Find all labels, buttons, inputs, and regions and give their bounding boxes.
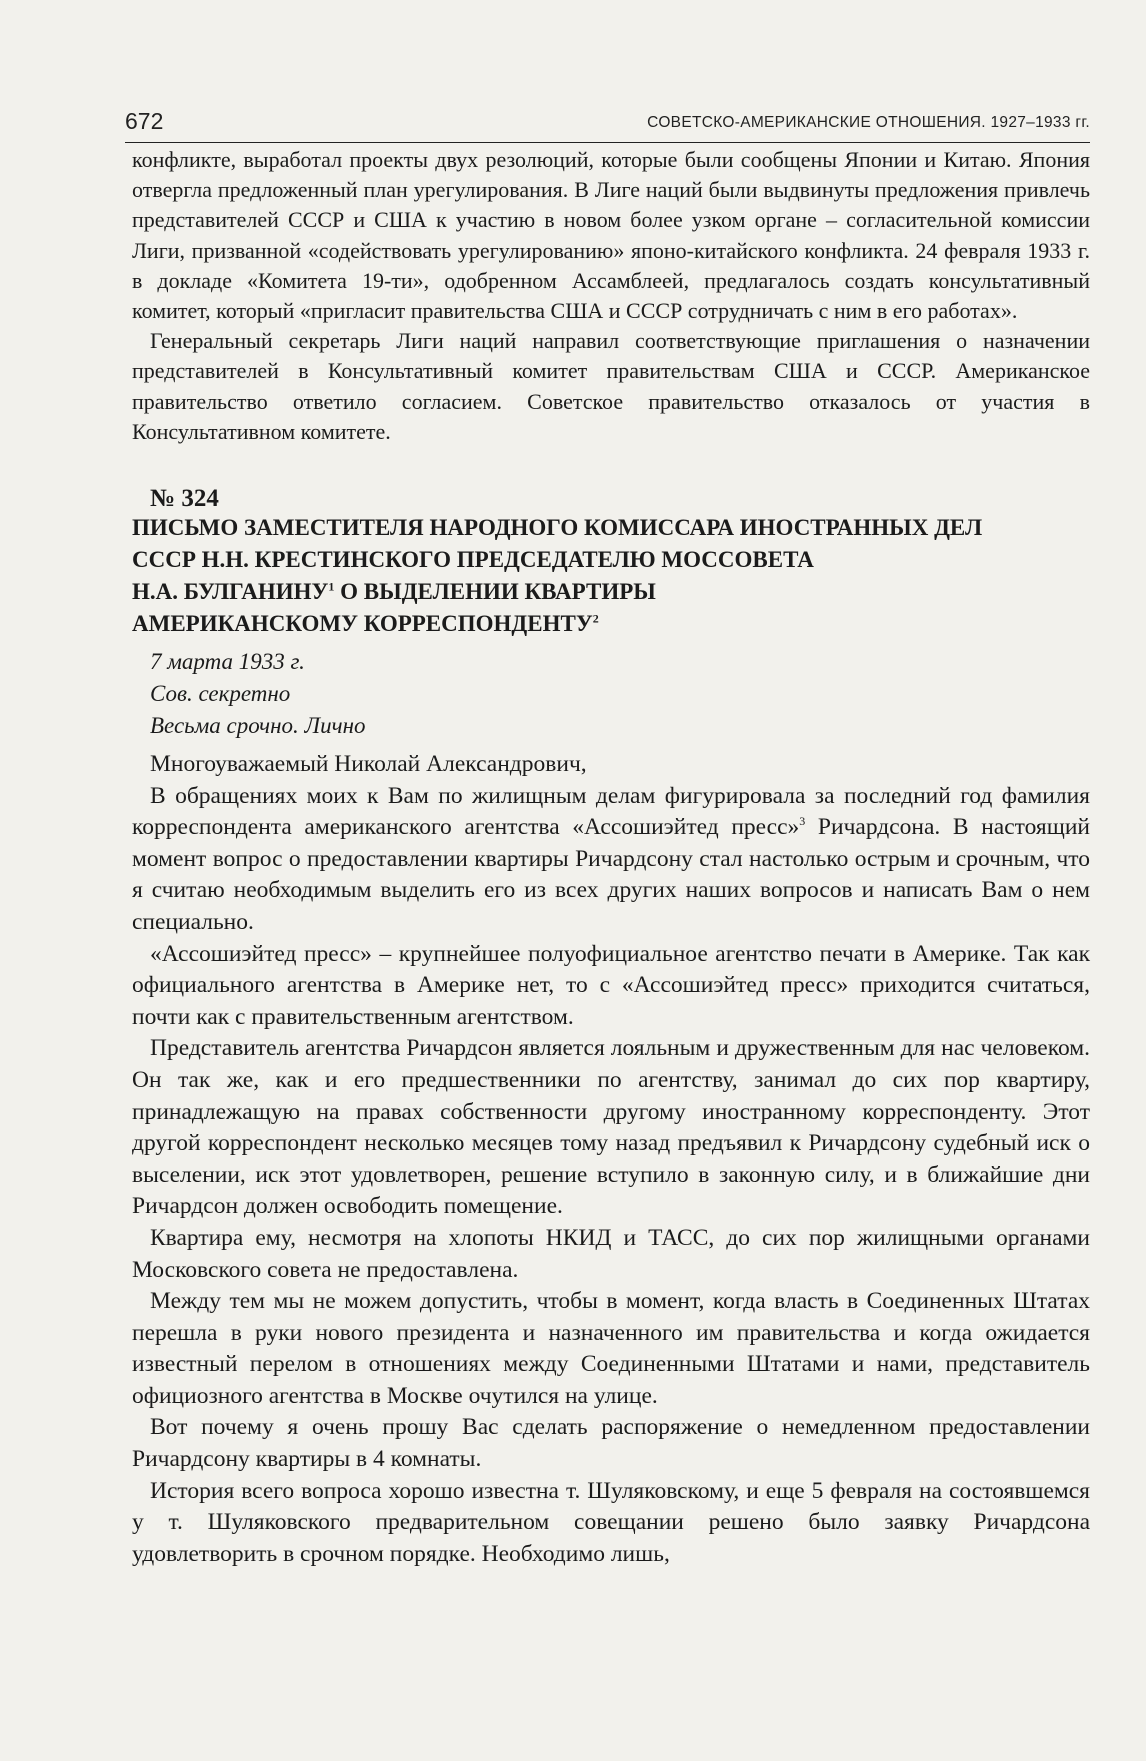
document-title-line: ПИСЬМО ЗАМЕСТИТЕЛЯ НАРОДНОГО КОМИССАРА ИНОСТРАННЫХ ДЕЛ — [132, 515, 983, 540]
urgency: Весьма срочно. Лично — [150, 713, 366, 738]
letter-paragraph: Квартира ему, несмотря на хлопоты НКИД и ТАСС, до сих пор жилищными органами Московского совета не предоставлена. — [132, 1224, 1090, 1283]
footnote-mark: 3 — [799, 814, 806, 829]
intro-paragraph: Генеральный секретарь Лиги наций направил соответствующие приглашения о назначении представителей в Консультативный комитет правительствам США и СССР. Американское правительство ответило согласием. Советское правительство отказалось от участия в Консультативном комитете. — [132, 328, 1090, 444]
page-header — [125, 108, 1090, 143]
document-title-line — [132, 608, 1090, 640]
page-number: 672 — [125, 108, 164, 134]
letter-paragraph: «Ассошиэйтед пресс» – крупнейшее полуофициальное агентство печати в Америке. Так как официального агентства в Америке нет, то с «Ассошиэйтед пресс» приходится считаться, почти как с правительственным агентством. — [132, 940, 1090, 1030]
document-meta — [150, 646, 366, 742]
document-title — [132, 512, 1090, 640]
document-date: 7 марта 1933 г. — [150, 649, 305, 674]
salutation: Многоуважаемый Николай Александрович, — [150, 751, 587, 777]
document-title-line — [132, 576, 1090, 608]
letter-paragraph: История всего вопроса хорошо известна т. Шуляковскому, и еще 5 февраля на состоявшемся у т. Шуляковского предварительном совещании решено было заявку Ричардсона удовлетворить в срочном порядке. Необходимо лишь, — [132, 1477, 1090, 1567]
letter-body — [132, 749, 1090, 1570]
document-number: № 324 — [150, 485, 219, 512]
letter-paragraph: Между тем мы не можем допустить, чтобы в момент, когда власть в Соединенных Штатах перешла в руки нового президента и назначенного им правительства и когда ожидается известный перелом в отношениях между Соединенными Штатами и нами, представитель официозного агентства в Москве очутился на улице. — [132, 1288, 1090, 1409]
running-title: СОВЕТСКО-АМЕРИКАНСКИЕ ОТНОШЕНИЯ. 1927–1933 гг. — [647, 114, 1090, 131]
title-fragment: АМЕРИКАНСКОМУ КОРРЕСПОНДЕНТУ — [132, 611, 593, 636]
letter-paragraph: Вот почему я очень прошу Вас сделать распоряжение о немедленном предоставлении Ричардсону квартиры в 4 комнаты. — [132, 1414, 1090, 1473]
title-fragment: Н.А. БУЛГАНИНУ — [132, 579, 329, 604]
footnote-mark: 2 — [592, 611, 599, 626]
title-fragment: О ВЫДЕЛЕНИИ КВАРТИРЫ — [334, 579, 656, 604]
classification: Сов. секретно — [150, 681, 291, 706]
footnote-mark: 1 — [328, 579, 335, 594]
paragraph-fragment: Ричардсона. В настоящий момент вопрос о предоставлении квартиры Ричардсону стал настолько острым и срочным, что я считаю необходимым выделить его из всех других наших вопросов и написать Вам о нем специально. — [132, 814, 1090, 935]
letter-paragraph — [132, 781, 1090, 939]
intro-text — [132, 145, 1090, 447]
intro-paragraph: конфликте, выработал проекты двух резолюций, которые были сообщены Японии и Китаю. Япония отвергла предложенный план урегулирования. В Лиге наций были выдвинуты предложения привлечь представителей СССР и США к участию в новом более узком органе – согласительной комиссии Лиги, призванной «содействовать урегулированию» японо-китайского конфликта. 24 февраля 1933 г. в докладе «Комитета 19-ти», одобренном Ассамблеей, предлагалось создать консультативный комитет, который «пригласит правительства США и СССР сотрудничать с ним в его работах». — [132, 147, 1090, 324]
document-title-line: СССР Н.Н. КРЕСТИНСКОГО ПРЕДСЕДАТЕЛЮ МОССОВЕТА — [132, 547, 814, 572]
paragraph-fragment: В обращениях моих к Вам по жилищным делам фигурировала за последний год фамилия корреспондента американского агентства «Ассошиэйтед пресс» — [132, 782, 1090, 841]
letter-paragraph: Представитель агентства Ричардсон является лояльным и дружественным для нас человеком. Он так же, как и его предшественники по агентству, занимал до сих пор квартиру, принадлежащую на правах собственности другому иностранному корреспонденту. Этот другой корреспондент несколько месяцев тому назад предъявил к Ричардсону судебный иск о выселении, иск этот удовлетворен, решение вступило в законную силу, и в ближайшие дни Ричардсон должен освободить помещение. — [132, 1035, 1090, 1220]
